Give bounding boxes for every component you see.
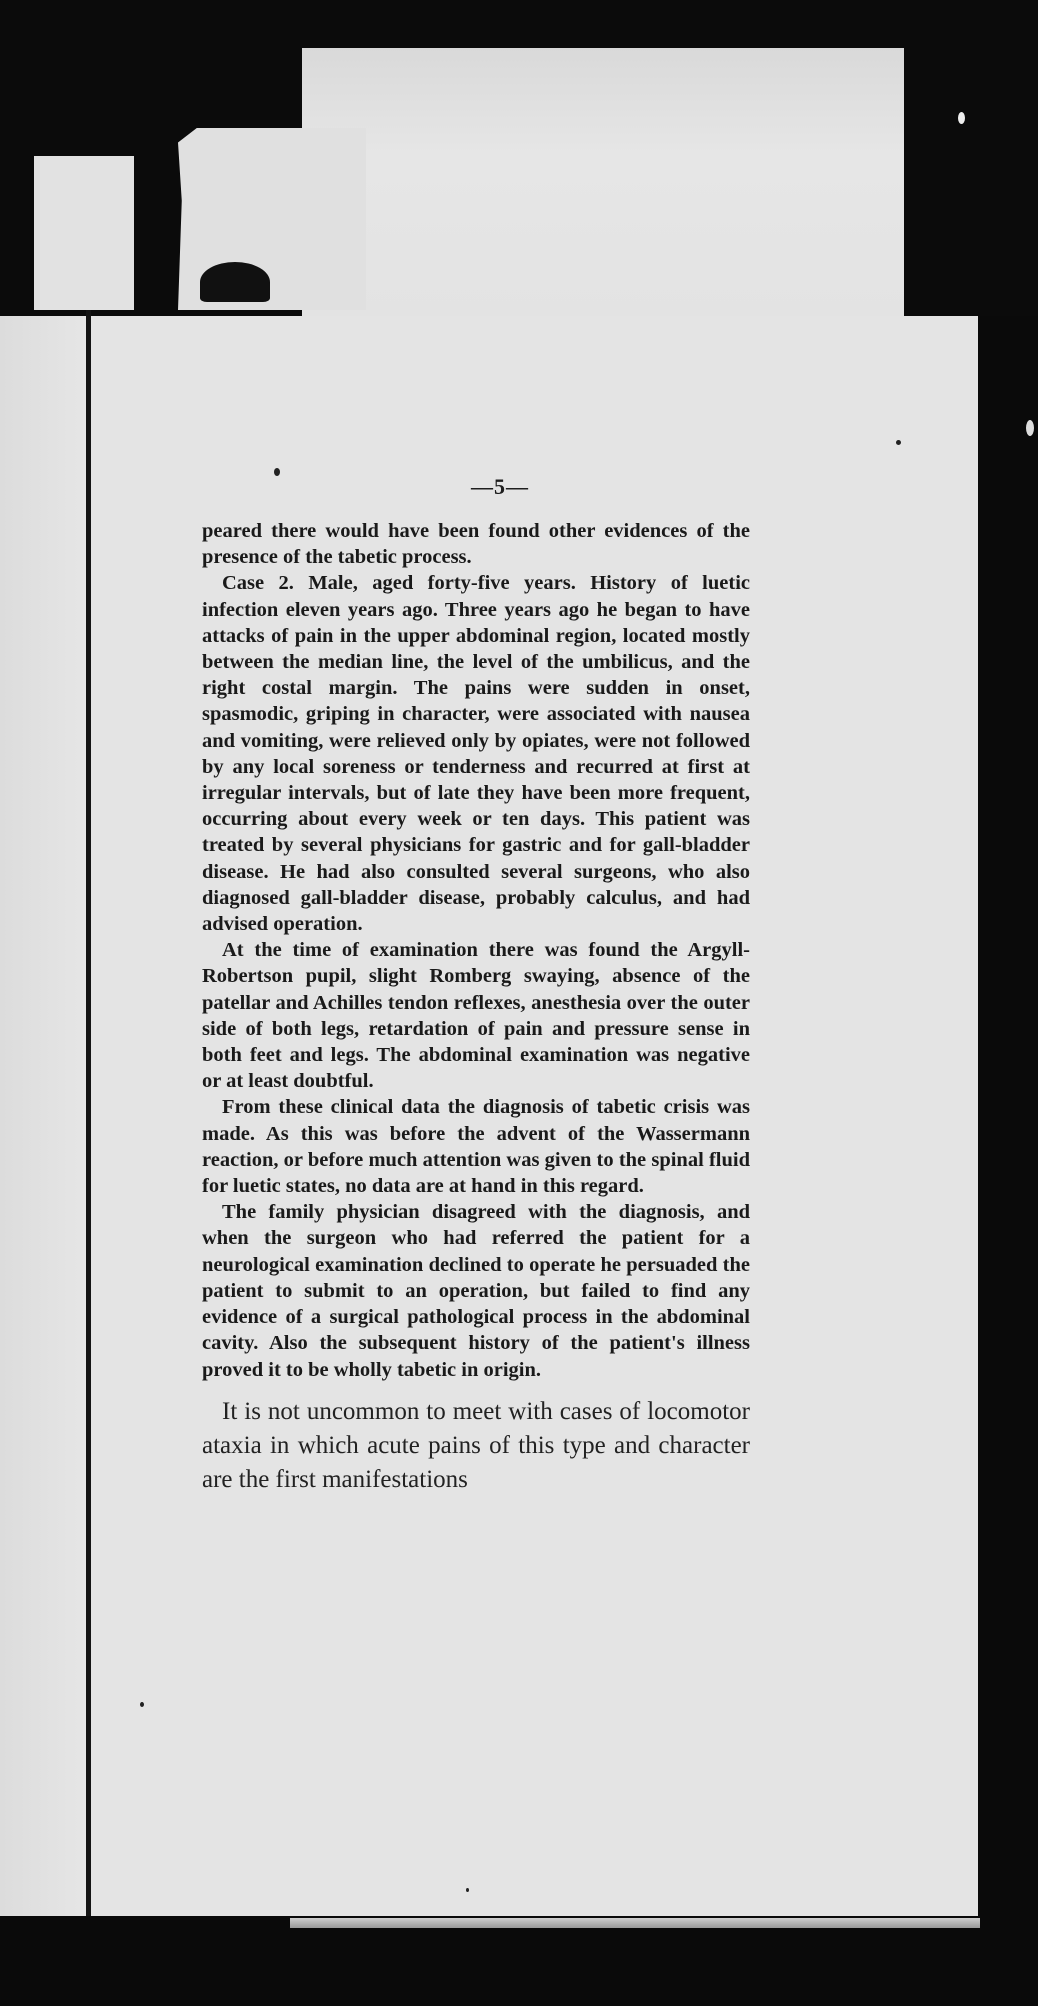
- speck-mark: [140, 1702, 144, 1707]
- binding-edge: [86, 310, 91, 1922]
- paragraph: From these clinical data the diagnosis of tabetic crisis was made. As this was before the advent of the Wassermann reaction, or before much attention was given to the spinal fluid for luetic states, no data are at hand in this regard.: [202, 1096, 750, 1198]
- paragraph: At the time of examination there was found the Argyll-Robertson pupil, slight Romberg swaying, absence of the patellar and Achilles tendon reflexes, anesthesia over the outer side of both legs, retardation of pain and pressure sense in both feet and legs. The abdominal examination was negative or at least doubtful.: [202, 939, 750, 1093]
- upper-page-scrap: [302, 48, 904, 316]
- speck-mark: [1026, 420, 1034, 436]
- paragraph: Case 2. Male, aged forty-five years. History of luetic infection eleven years ago. Three years ago he began to have attacks of pain in the upper abdominal region, located mostly between the median line, the level of the umbilicus, and the right costal margin. The pains were sudden in onset, spasmodic, griping in character, were associated with nausea and vomiting, were relieved only by opiates, were not followed by any local soreness or tenderness and recurred at first at irregular intervals, but of late they have been more frequent, occurring about every week or ten days. This patient was treated by several physicians for gastric and for gall-bladder disease. He had also consulted several surgeons, who also diagnosed gall-bladder disease, probably calculus, and had advised operation.: [202, 572, 750, 936]
- speck-mark: [958, 112, 965, 124]
- paragraph: peared there would have been found other evidences of the presence of the tabetic process.: [202, 520, 750, 569]
- page-number: —5—: [471, 474, 529, 499]
- right-dark-border: [978, 316, 1038, 2006]
- body-text: [202, 518, 750, 1497]
- page-margin-shade: [0, 316, 88, 1916]
- paragraph: It is not uncommon to meet with cases of locomotor ataxia in which acute pains of this type and character are the first manifestations: [202, 1397, 750, 1493]
- left-paper-scrap: [34, 156, 134, 310]
- speck-mark: [896, 440, 901, 445]
- dark-mark: [200, 262, 270, 302]
- paragraph: The family physician disagreed with the diagnosis, and when the surgeon who had referred the patient for a neurological examination declined to operate he persuaded the patient to submit to an operation, but failed to find any evidence of a surgical pathological process in the abdominal cavity. Also the subsequent history of the patient's illness proved it to be wholly tabetic in origin.: [202, 1201, 750, 1381]
- page-bottom-edge: [290, 1918, 980, 1928]
- speck-mark: [466, 1888, 469, 1892]
- speck-mark: [274, 468, 280, 476]
- bottom-dark-border: [0, 1916, 1038, 2006]
